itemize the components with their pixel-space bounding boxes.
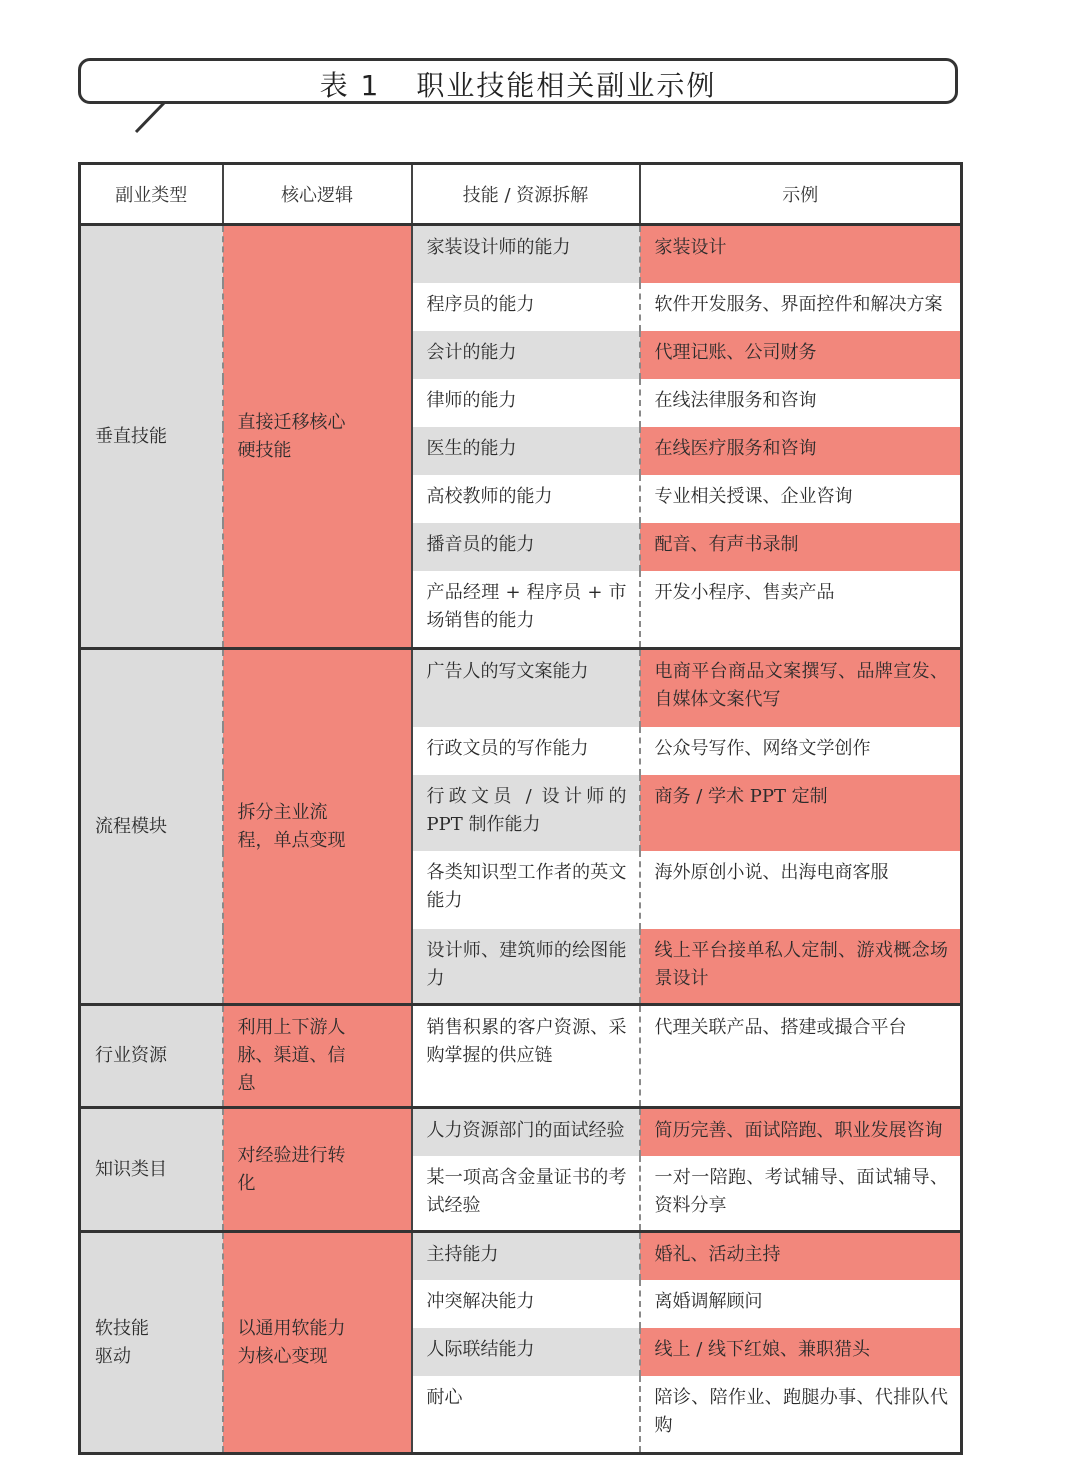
- category-type: 软技能驱动: [80, 1232, 223, 1454]
- header-logic: 核心逻辑: [223, 164, 412, 225]
- header-skill: 技能 / 资源拆解: [412, 164, 640, 225]
- example-cell: 陪诊、陪作业、跑腿办事、代排队代购: [640, 1376, 962, 1454]
- skill-cell: 程序员的能力: [412, 283, 640, 331]
- category-type: 知识类目: [80, 1108, 223, 1232]
- table-number: 表 1: [319, 69, 381, 102]
- skill-cell: 冲突解决能力: [412, 1280, 640, 1328]
- skill-cell: 会计的能力: [412, 331, 640, 379]
- category-type: 流程模块: [80, 649, 223, 1005]
- core-logic: 直接迁移核心硬技能: [223, 225, 412, 649]
- example-cell: 家装设计: [640, 225, 962, 283]
- skill-cell: 耐心: [412, 1376, 640, 1454]
- example-cell: 在线法律服务和咨询: [640, 379, 962, 427]
- example-cell: 一对一陪跑、考试辅导、面试辅导、资料分享: [640, 1156, 962, 1232]
- example-cell: 专业相关授课、企业咨询: [640, 475, 962, 523]
- category-type: 行业资源: [80, 1005, 223, 1108]
- example-cell: 婚礼、活动主持: [640, 1232, 962, 1280]
- example-cell: 在线医疗服务和咨询: [640, 427, 962, 475]
- example-cell: 离婚调解顾问: [640, 1280, 962, 1328]
- skill-cell: 高校教师的能力: [412, 475, 640, 523]
- speech-bubble-tail: [130, 100, 170, 136]
- example-cell: 线上平台接单私人定制、游戏概念场景设计: [640, 929, 962, 1005]
- header-row: [80, 164, 962, 225]
- skill-cell: 医生的能力: [412, 427, 640, 475]
- table-row: [80, 1232, 962, 1280]
- example-cell: 商务 / 学术 PPT 定制: [640, 775, 962, 851]
- header-type: 副业类型: [80, 164, 223, 225]
- example-cell: 配音、有声书录制: [640, 523, 962, 571]
- example-cell: 开发小程序、售卖产品: [640, 571, 962, 649]
- skill-cell: 行政文员的写作能力: [412, 727, 640, 775]
- skill-cell: 律师的能力: [412, 379, 640, 427]
- example-cell: 线上 / 线下红娘、兼职猎头: [640, 1328, 962, 1376]
- table-row: [80, 225, 962, 283]
- skill-cell: 播音员的能力: [412, 523, 640, 571]
- skill-cell: 行政文员 / 设计师的 PPT 制作能力: [412, 775, 640, 851]
- skill-cell: 人力资源部门的面试经验: [412, 1108, 640, 1156]
- core-logic: 对经验进行转化: [223, 1108, 412, 1232]
- example-cell: 代理关联产品、搭建或撮合平台: [640, 1005, 962, 1108]
- skill-cell: 家装设计师的能力: [412, 225, 640, 283]
- skill-cell: 某一项高含金量证书的考试经验: [412, 1156, 640, 1232]
- table-title: 职业技能相关副业示例: [416, 69, 717, 102]
- core-logic: 利用上下游人脉、渠道、信息: [223, 1005, 412, 1108]
- skill-cell: 广告人的写文案能力: [412, 649, 640, 727]
- skill-cell: 销售积累的客户资源、采购掌握的供应链: [412, 1005, 640, 1108]
- category-type: 垂直技能: [80, 225, 223, 649]
- header-example: 示例: [640, 164, 962, 225]
- example-cell: 代理记账、公司财务: [640, 331, 962, 379]
- core-logic: 拆分主业流程，单点变现: [223, 649, 412, 1005]
- table-row: [80, 649, 962, 727]
- core-logic: 以通用软能力为核心变现: [223, 1232, 412, 1454]
- table-caption: [81, 61, 955, 107]
- skill-cell: 各类知识型工作者的英文能力: [412, 851, 640, 929]
- skill-cell: 产品经理 + 程序员 + 市场销售的能力: [412, 571, 640, 649]
- example-cell: 简历完善、面试陪跑、职业发展咨询: [640, 1108, 962, 1156]
- skill-cell: 设计师、建筑师的绘图能力: [412, 929, 640, 1005]
- table-row: [80, 1108, 962, 1156]
- table-caption-box: [78, 58, 958, 104]
- example-cell: 软件开发服务、界面控件和解决方案: [640, 283, 962, 331]
- example-cell: 电商平台商品文案撰写、品牌宣发、自媒体文案代写: [640, 649, 962, 727]
- example-cell: 公众号写作、网络文学创作: [640, 727, 962, 775]
- skill-cell: 主持能力: [412, 1232, 640, 1280]
- side-job-table: [78, 162, 963, 1455]
- table-row: [80, 1005, 962, 1108]
- skill-cell: 人际联结能力: [412, 1328, 640, 1376]
- example-cell: 海外原创小说、出海电商客服: [640, 851, 962, 929]
